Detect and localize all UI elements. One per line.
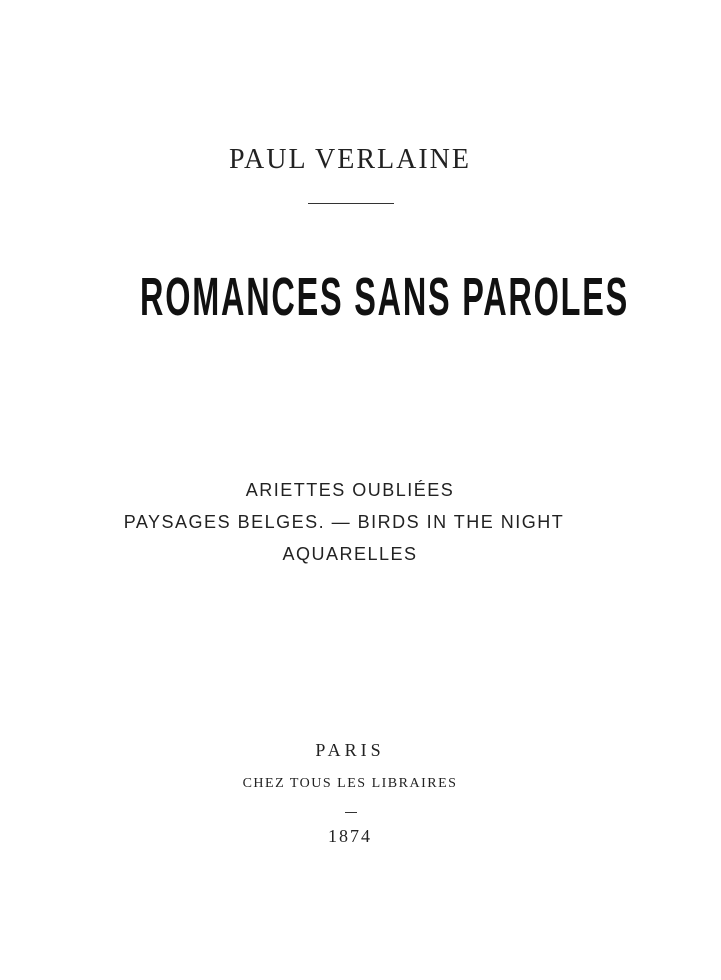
- author-rule: [308, 203, 394, 204]
- book-title: ROMANCES SANS PAROLES: [139, 267, 630, 327]
- imprint-year: 1874: [328, 826, 372, 846]
- imprint-dash: [345, 812, 357, 813]
- author-name: PAUL VERLAINE: [229, 144, 471, 175]
- section-aquarelles: AQUARELLES: [282, 544, 418, 564]
- imprint-publisher: CHEZ TOUS LES LIBRAIRES: [242, 776, 458, 791]
- section-list: [0, 474, 700, 570]
- section-paysages: PAYSAGES BELGES. — BIRDS IN THE NIGHT: [123, 512, 565, 532]
- section-ariettes: ARIETTES OUBLIÉES: [245, 480, 455, 500]
- imprint-city: PARIS: [315, 740, 385, 760]
